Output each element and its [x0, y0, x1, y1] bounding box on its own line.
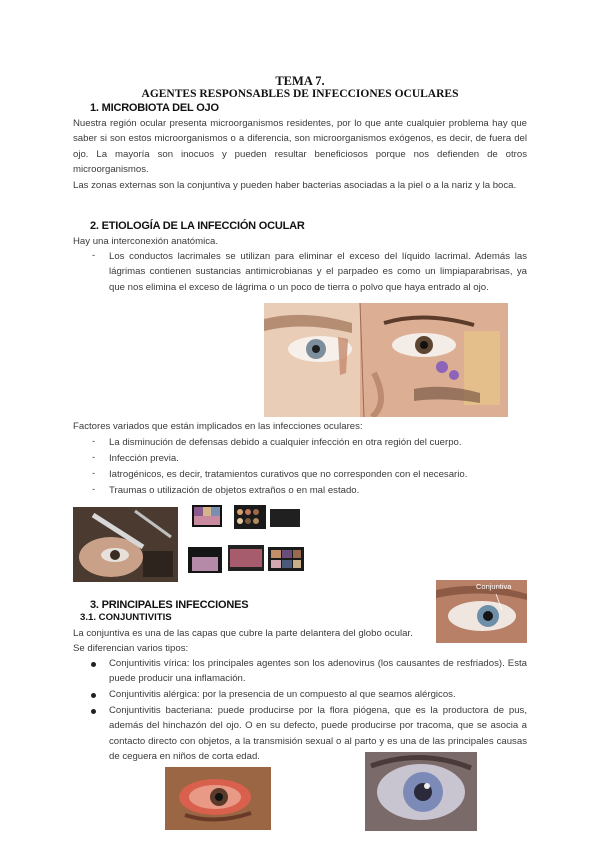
red-eye-photo: [165, 767, 271, 830]
lacrimal-ducts-bullet: Los conductos lacrimales se utilizan para eliminar el exceso del líquido lacrimal. Además las lágrimas contienen sustancias antimicrobianas y el parpadeo es como un limpiaparabrisas, ya que nos elimina el exceso de lágrima o un poco de tierra o polvo que haya entrado al ojo.: [109, 251, 527, 293]
factor-item: La disminución de defensas debido a cualquier infección en otra región del cuerpo.: [109, 437, 462, 448]
factor-item: Iatrogénicos, es decir, tratamientos curativos que no corresponden con el necesario.: [109, 469, 468, 480]
section-1-heading: 1. MICROBIOTA DEL OJO: [90, 102, 219, 114]
section-2-intro: Hay una interconexión anatómica.: [73, 236, 219, 247]
dash-bullet: -: [92, 436, 96, 447]
factors-intro: Factores variados que están implicados en las infecciones oculares:: [73, 421, 363, 432]
conjunctiva-photo: [436, 580, 527, 643]
bullet-dot: [91, 709, 96, 714]
bacterial-eye-photo: [365, 752, 477, 831]
conjunctivitis-type: Conjuntivitis bacteriana: puede producirse por la flora piógena, que es la productora de pus, además del hinchazón del ojo. O en su defecto, puede producirse por tracoma, que se asocia a contacto directo con objetos, a la transmisión sexual o al parto y es una de las principales causas de ceguera en niños de corta edad.: [109, 705, 527, 762]
factor-item: Traumas o utilización de objetos extraños o en mal estado.: [109, 485, 360, 496]
dash-bullet: -: [92, 250, 96, 261]
dash-bullet: -: [92, 452, 96, 463]
section-1-paragraph-2: Las zonas externas son la conjuntiva y pueden haber bacterias asociadas a la piel o a la nariz y la boca.: [73, 180, 517, 191]
section-3-1-heading: 3.1. CONJUNTIVITIS: [80, 612, 172, 623]
bullet-dot: [91, 693, 96, 698]
section-1-paragraph-1: Nuestra región ocular presenta microorganismos residentes, por lo que ante cualquier problema hay que saber si son estos microorganismos o a diferencia, son microorganismos exógenos, es decir, de fuera del ojo. La mayoría son inocuos y pueden resultar beneficiosos porque nos defienden de otros microorganismos.: [73, 118, 527, 175]
page-title: TEMA 7.: [275, 74, 325, 88]
lacrimal-anatomy-illustration: [264, 303, 508, 417]
factor-item: Infección previa.: [109, 453, 179, 464]
bullet-dot: [91, 662, 96, 667]
page-subtitle: AGENTES RESPONSABLES DE INFECCIONES OCULARES: [141, 88, 459, 100]
dash-bullet: -: [92, 484, 96, 495]
lacrimal-anatomy-image: [264, 303, 508, 417]
conjunctivitis-type: Conjuntivitis alérgica: por la presencia de un compuesto al que seamos alérgicos.: [109, 689, 456, 700]
section-3-heading: 3. PRINCIPALES INFECCIONES: [90, 599, 249, 611]
eye-exam-photo: [73, 507, 178, 582]
conjunctivitis-type: Conjuntivitis vírica: los principales agentes son los adenovirus (los causantes de resfriados). Esta puede producir una inflamación.: [109, 658, 527, 685]
conjunctiva-label: Conjuntiva: [476, 582, 512, 591]
bacterial-eye-illustration: [365, 752, 477, 831]
makeup-palettes-image: [188, 503, 308, 577]
red-eye-illustration: [165, 767, 271, 830]
types-intro: Se diferencian varios tipos:: [73, 643, 189, 654]
conjunctiva-intro: La conjuntiva es una de las capas que cubre la parte delantera del globo ocular.: [73, 628, 413, 639]
eye-exam-illustration: [73, 507, 178, 582]
section-2-heading: 2. ETIOLOGÍA DE LA INFECCIÓN OCULAR: [90, 220, 305, 232]
dash-bullet: -: [92, 468, 96, 479]
makeup-palettes-illustration: [188, 503, 308, 577]
